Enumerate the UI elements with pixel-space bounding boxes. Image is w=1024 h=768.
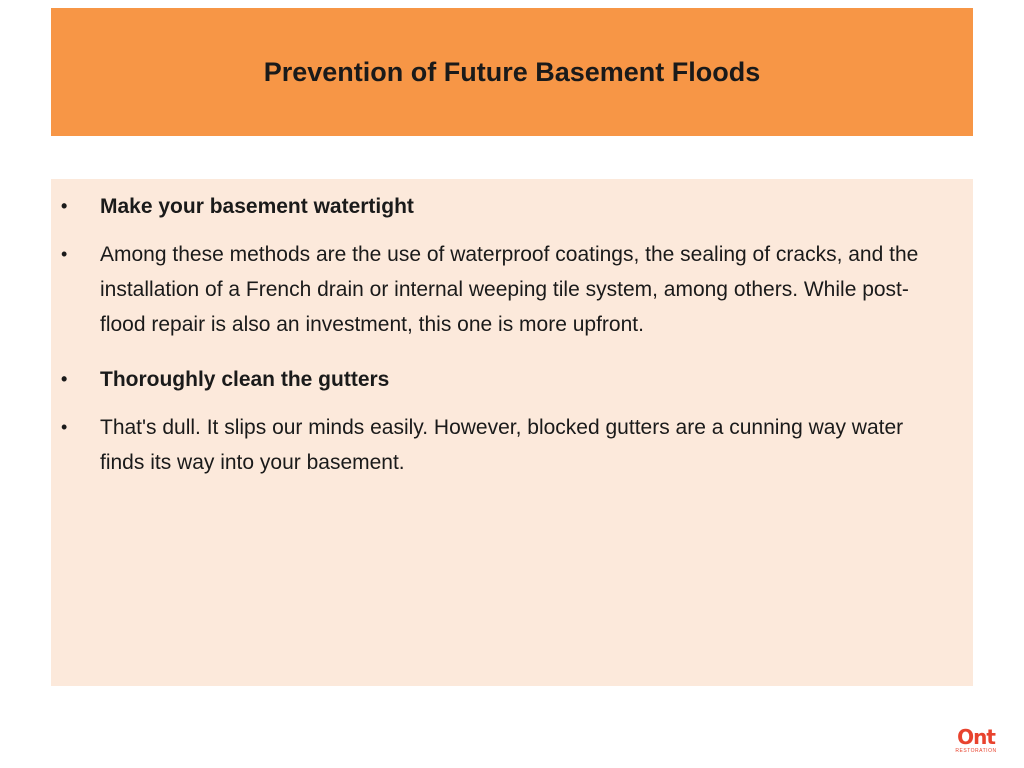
title-band [51, 8, 973, 136]
bullet-dot-icon: • [61, 244, 68, 264]
bullet-text: Make your basement watertight [100, 195, 414, 218]
bullet-item [59, 189, 933, 224]
bullet-dot-icon: • [61, 417, 68, 437]
bullet-item [59, 362, 933, 397]
bullet-dot-icon: • [61, 196, 68, 216]
bullet-text: Among these methods are the use of waterproof coatings, the sealing of cracks, and the installation of a French drain or internal weeping tile system, among others. While post-flood repair is also an investment, this one is more upfront. [100, 243, 919, 336]
content-box [51, 179, 973, 686]
slide-title: Prevention of Future Basement Floods [263, 56, 761, 87]
bullet-list [59, 189, 933, 480]
bullet-item [59, 410, 933, 480]
bullet-item [59, 237, 933, 342]
logo-mark: Ont [957, 725, 995, 749]
bullet-text: Thoroughly clean the gutters [100, 368, 390, 391]
bullet-text: That's dull. It slips our minds easily. However, blocked gutters are a cunning way water finds its way into your basement. [100, 416, 904, 474]
logo-subtitle: RESTORATION [955, 748, 997, 754]
bullet-dot-icon: • [61, 369, 68, 389]
company-logo [954, 726, 998, 758]
